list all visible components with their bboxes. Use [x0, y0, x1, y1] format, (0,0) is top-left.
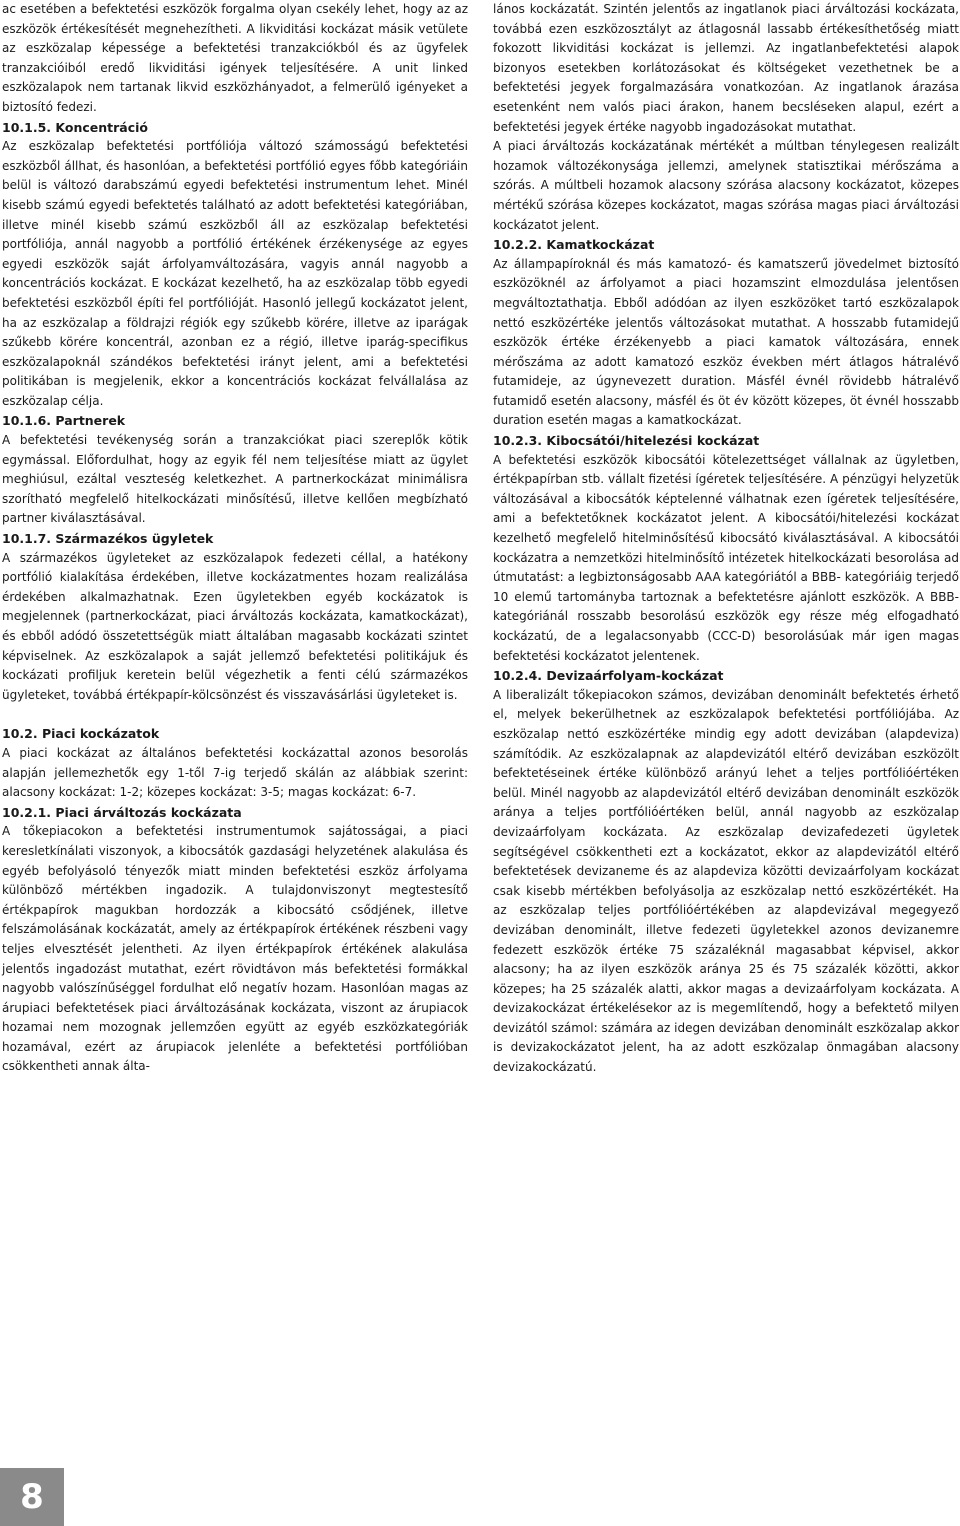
heading-10-1-5: 10.1.5. Koncentráció: [2, 119, 148, 135]
page-number: 8: [0, 1468, 64, 1526]
paragraph-derivatives: A származékos ügyleteket az eszközalapok fedezeti céllal, a hatékony portfólió kialakítása érdekében, illetve kockázatmentes hozam realizálása érdekében alkalmazhatnak. Ezen ügyletekben egyéb kockázatok is megjelennek (partnerkockázat, piaci árváltozás kockázata, kamatkockázat), és ebből adódó összetettségük miatt általában magasabb kockázati szintet képviselnek. Az eszközalapok a saját jellemző befektetési politikájuk és kockázati profiljuk keretein belül végezhetik a fenti célú származékos ügyleteket, továbbá értékpapír-kölcsönzést és visszavásárlási ügyleteket is.: [2, 550, 468, 702]
paragraph-volatility: A piaci árváltozás kockázatának mértékét a múltban ténylegesen realizált hozamok változékonysága jellemzi, amelynek statisztikai mérőszáma a szórás. A múltbeli hozamok alacsony szórása alacsony kockázatot, közepes mértékű szórása közepes kockázatot, magas szórása magas piaci árváltozási kockázatot jelent.: [493, 139, 959, 232]
heading-10-2-4: 10.2.4. Devizaárfolyam-kockázat: [493, 668, 724, 684]
paragraph-credit-risk: A befektetési eszközök kibocsátói kötelezettséget vállalnak az ügyletben, értékpapírban stb. vállalt fizetési ígéretek teljesítésére. A pénzügyi helyzetük változásával a kibocsátók képtelenné válhatnak ezen ígéretek teljesítésére, ami a befektetőknek kockázatot jelent. A kibocsátói/hitelezési kockázat kezelhető megfelelő hitelminősítésű kibocsátó kiválasztásával. A kibocsátói kockázatra a nemzetközi hitelminősítő intézetek hitelkockázati besorolása ad útmutatást: a legbiztonságosabb AAA kategóriától a BBB- kategóriáig terjedő 10 elemű tartományba tartoznak a befektetésre ajánlott eszközök. A BBB- kategóriánál rosszabb besorolású eszközök egy része még elfogadható kockázatú, de a legalacsonyabb (CCC-D) besorolásúak már igen magas befektetési kockázatot jelentenek.: [493, 452, 959, 663]
heading-10-2-2: 10.2.2. Kamatkockázat: [493, 237, 655, 253]
heading-10-2-3: 10.2.3. Kibocsátói/hitelezési kockázat: [493, 433, 760, 449]
heading-10-1-7: 10.1.7. Származékos ügyletek: [2, 531, 214, 547]
paragraph-partners: A befektetési tevékenység során a tranzakciókat piaci szereplők kötik egymással. Előfordulhat, hogy az egyik fél nem teljesítése miatt az ügylet meghiúsul, ezáltal veszteség keletkezhet. A partnerkockázat minimálisra szorítható megfelelő hitelkockázati minősítésű, illetve kellően megbízható partner kiválasztásával.: [2, 433, 468, 526]
section-spacer: [2, 705, 468, 724]
paragraph-concentration: Az eszközalap befektetési portfóliója változó számosságú befektetési eszközből állhat, és hasonlóan, a befektetési portfólió egyes főbb kategóriáin belül is változó darabszámú egyedi befektetési instrumentum lehet. Minél kisebb számú egyedi befektetés található az adott befektetési kategóriában, illetve minél kisebb számú eszközből áll az eszközalap befektetési portfóliója, annál nagyobb a portfólió értékének érzékenysége az egyes egyedi eszközök saját árfolyamváltozására, vagyis annál nagyobb a koncentrációs kockázat. E kockázat kezelhető, ha az eszközalap több egyedi befektetési eszközből építi fel portfólióját. Hasonló jellegű kockázatot jelent, ha az eszközalap a földrajzi régiók egy szűkebb körére, illetve az iparágak szűkebb körére koncentrál, azonban ez a régió, illetve iparág-specifikus eszközalapoknál szándékos befektetési irányt jelent, ami a befektetési politikában is megjelenik, ekkor a koncentrációs kockázat felvállalása az eszközalap célja.: [2, 139, 468, 408]
paragraph-price-risk-continued: lános kockázatát. Szintén jelentős az ingatlanok piaci árváltozási kockázata, továbbá ezen eszközosztályt az átlagosnál lassabb értékesíthetőség miatt fokozott likviditási kockázat is jellemzi. Az ingatlanbefektetési alapok bizonyos esetekben korlátozásokat és költségeket vezethetnek be a befektetési jegyek forgalmazására vonatkozóan. Az ingatlanok árazása esetenként nem valós piaci árakon, hanem becsléseken alapul, ezért a befektetési jegyek értéke nagyobb ingadozásokat mutathat.: [493, 2, 959, 134]
left-column: [2, 0, 468, 1077]
right-column: [493, 0, 959, 1078]
paragraph-fx-risk: A liberalizált tőkepiacokon számos, devizában denominált befektetés érhető el, melyek bekerülhetnek az eszközalapok befektetési portfóliójába. Az eszközalap nettó eszközértéke mindig egy adott devizában (alapdeviza) számítódik. Az eszközalapnak az alapdevizától eltérő devizában eszközölt befektetéseinek értéke különböző arányú lehet a teljes portfólióértéken belül. Minél nagyobb az alapdevizától eltérő devizában denominált eszközök aránya a teljes portfólióértéken belül, annál nagyobb az eszközalap devizaárfolyam kockázata. Az eszközalap devizafedezeti ügyletek segítségével csökkentheti ezt a kockázatot, ekkor az alapdevizától eltérő befektetések devizaneme és az alapdeviza közötti devizaárfolyam kockázat csak kisebb mértékben befolyásolja az eszközalap nettó eszközértékét. Ha az eszközalap teljes portfólióértékében az alapdevizával megegyező devizában denominált, illetve fedezeti ügyletekkel azonos devizanemre fedezett eszközök értéke 75 százaléknál magasabbat képvisel, akkor alacsony; ha az ilyen eszközök aránya 25 és 75 százalék közötti, akkor közepes; ha 25 százalék alatti, akkor magas a devizaárfolyam kockázata. A devizakockázat értékelésekor az is megemlítendő, hogy a befektető milyen devizától számol: számára az idegen devizában denominált eszközalap akkor is devizakockázatot jelent, ha az adott eszközalap önmagában alacsony devizakockázatú.: [493, 687, 959, 1075]
heading-10-2-1: 10.2.1. Piaci árváltozás kockázata: [2, 804, 242, 820]
heading-10-1-6: 10.1.6. Partnerek: [2, 413, 126, 429]
paragraph-interest-rate-risk: Az állampapíroknál és más kamatozó- és kamatszerű jövedelmet biztosító eszközöknél az árfolyamot a piaci hozamszint elmozdulása jelentősen megváltoztathatja. Ebből adódóan az ilyen eszközöket tartó eszközalapok nettó eszközértéke jelentős változásokat mutathat. A hosszabb futamidejű eszközök értéke érzékenyebb a piaci kamatok változására, ennek mérőszáma az adott kamatozó eszköz években mért átlagos hátralévő futamideje, az úgynevezett duration. Másfél évnél rövidebb hátralévő futamidő esetén alacsony, másfél és öt év között közepes, öt évnél hosszabb duration esetén magas a kamatkockázat.: [493, 256, 959, 428]
paragraph-price-change-risk: A tőkepiacokon a befektetési instrumentumok sajátosságai, a piaci keresletkínálati viszonyok, a kibocsátók gazdasági helyzetének alakulása és egyéb befolyásoló tényezők miatt minden befektetési eszköz árfolyama különböző mértékben ingadozik. A tulajdonviszonyt megtestesítő értékpapírok magukban hordozzák a kibocsátó csődjének, illetve felszámolásának kockázatát, amely az értékpapírok értékének részbeni vagy teljes elvesztését jelentheti. Az ilyen értékpapírok értékének alakulása jelentős ingadozást mutathat, ezért rövidtávon más befektetési formákkal nagyobb valószínűséggel fordulhat elő negatív hozam. Hasonlóan magas az árupiaci befektetések piaci árváltozásának kockázata, viszont az árupiacok hozamai nem mozognak jellemzően együtt az egyéb eszközkategóriák hozamával, ezért az árupiacok jelenléte a befektetési portfólióban csökkentheti annak álta-: [2, 824, 468, 1074]
heading-10-2: 10.2. Piaci kockázatok: [2, 726, 160, 742]
paragraph-market-risks: A piaci kockázat az általános befektetési kockázattal azonos besorolás alapján jellemezhetők egy 1-től 7-ig terjedő skálán az alábbiak szerint: alacsony kockázat: 1-2; közepes kockázat: 3-5; magas kockázat: 6-7.: [2, 745, 468, 800]
paragraph-liquidity-continued: ac esetében a befektetési eszközök forgalma olyan csekély lehet, hogy az az eszközök értékesítését megnehezítheti. A likviditási kockázat másik vetülete az eszközalap képessége a befektetési tranzakciókból és az ügyfelek tranzakcióiból eredő likviditási igények teljesítésére. A unit linked eszközalapok nem tartanak likvid eszközhányadot, a felmerülő igényeket a biztosító fedezi.: [2, 2, 468, 114]
